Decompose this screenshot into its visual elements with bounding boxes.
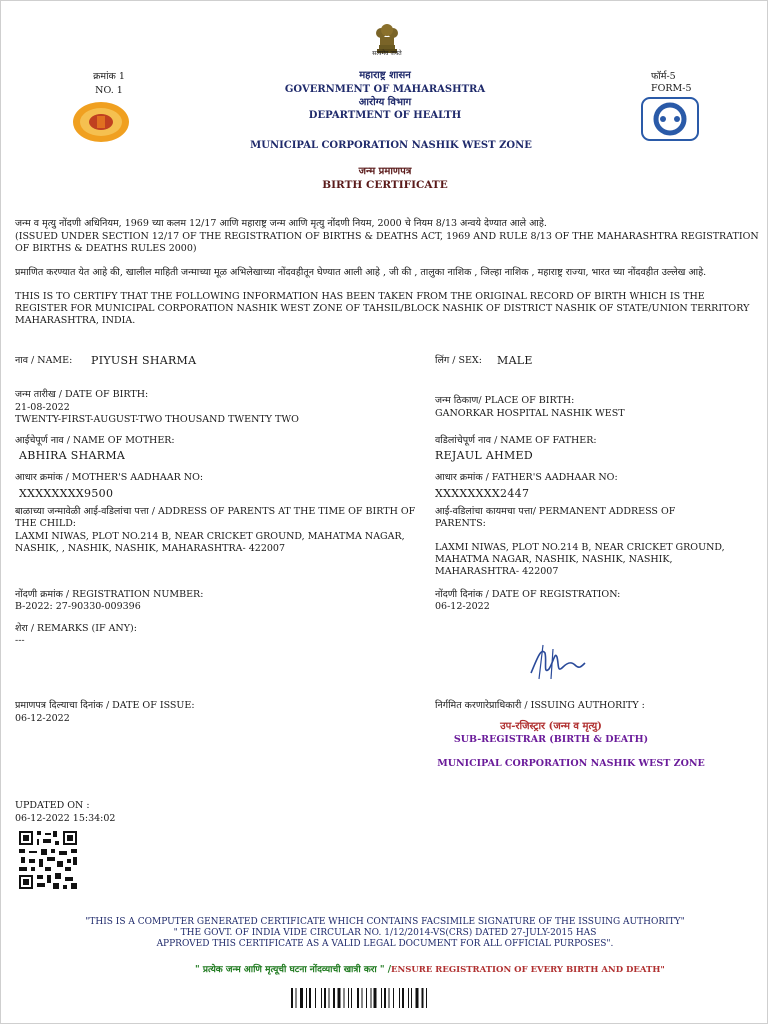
sex-label: लिंग / SEX: bbox=[435, 355, 482, 366]
barcode-bar bbox=[309, 988, 311, 1008]
authority-designation-en: SUB-REGISTRAR (BIRTH & DEATH) bbox=[453, 734, 649, 745]
barcode-bar bbox=[329, 988, 330, 1008]
form-label-en: FORM-5 bbox=[651, 83, 692, 94]
barcode-bar bbox=[393, 988, 394, 1008]
barcode-bar bbox=[351, 988, 352, 1008]
footer-line-3: APPROVED THIS CERTIFICATE AS A VALID LEGAL DOCUMENT FOR ALL OFFICIAL PURPOSES". bbox=[156, 939, 614, 949]
permanent-address-label: आई-वडिलांचा कायमचा पत्ता/ PERMANENT ADDRESS OF PARENTS: bbox=[435, 506, 676, 529]
qr-code-icon bbox=[17, 829, 79, 891]
registration-date-value: 06-12-2022 bbox=[435, 601, 490, 612]
certify-text-mr: प्रमाणित करण्यात येत आहे की, खालील माहिती जन्माच्या मूळ अभिलेखाच्या नोंदवहीतून घेण्यात आली आहे , जी की , तालुका नाशिक , जिल्हा नाशिक , महाराष्ट्र राज्या, भारत च्या नोंदवहीत उल्लेख आहे. bbox=[15, 267, 707, 278]
mother-aadhaar-label: आधार क्रमांक / MOTHER'S AADHAAR NO: bbox=[15, 472, 204, 483]
issued-under-mr: जन्म व मृत्यु नोंदणी अधिनियम, 1969 च्या कलम 12/17 आणि महाराष्ट्र जन्म आणि मृत्यु नोंदणी नियम, 2000 चे नियम 8/13 अन्वये देण्यात आले आहे. bbox=[15, 218, 547, 229]
barcode-bar bbox=[371, 988, 372, 1008]
barcode-bar bbox=[338, 988, 341, 1008]
emblem-caption: सत्यमेव जयते bbox=[372, 50, 402, 57]
father-aadhaar-label: आधार क्रमांक / FATHER'S AADHAAR NO: bbox=[435, 472, 618, 483]
mother-name-value: ABHIRA SHARMA bbox=[19, 449, 126, 462]
certify-text-en: THIS IS TO CERTIFY THAT THE FOLLOWING INFORMATION HAS BEEN TAKEN FROM THE ORIGINAL RECORD OF BIRTH WHICH IS THE REGISTER FOR MUNICIPAL CORPORATION NASHIK WEST ZONE OF TAHSIL/BLOCK NASHIK OF DISTRICT NASHIK OF STATE/UNION TERRITORY MAHARASHTRA, INDIA. bbox=[15, 291, 750, 326]
barcode-bar bbox=[389, 988, 390, 1008]
slogan-en: ENSURE REGISTRATION OF EVERY BIRTH AND DEATH" bbox=[391, 965, 665, 975]
barcode-bar bbox=[291, 988, 293, 1008]
barcode-bar bbox=[362, 988, 363, 1008]
dept-name-mr: आरोग्य विभाग bbox=[358, 97, 412, 108]
maharashtra-seal-icon bbox=[71, 101, 131, 143]
updated-on-value: 06-12-2022 15:34:02 bbox=[15, 813, 116, 824]
serial-label-mr: क्रमांक 1 bbox=[93, 71, 125, 82]
dob-value: 21-08-2022 bbox=[15, 402, 70, 413]
barcode-bar bbox=[315, 988, 316, 1008]
barcode-bar bbox=[399, 988, 400, 1008]
corporation-heading: MUNICIPAL CORPORATION NASHIK WEST ZONE bbox=[250, 140, 532, 151]
barcode-bar bbox=[348, 988, 349, 1008]
barcode-bar bbox=[416, 988, 419, 1008]
dept-name-en: DEPARTMENT OF HEALTH bbox=[308, 110, 462, 121]
barcode-bar bbox=[300, 988, 303, 1008]
barcode-bar bbox=[422, 988, 424, 1008]
barcode-bar bbox=[306, 988, 307, 1008]
updated-on-label: UPDATED ON : bbox=[15, 800, 90, 811]
name-value: PIYUSH SHARMA bbox=[91, 354, 197, 367]
footer-line-1: "THIS IS A COMPUTER GENERATED CERTIFICATE WHICH CONTAINS FACSIMILE SIGNATURE OF THE ISSUING AUTHORITY" bbox=[85, 917, 685, 927]
barcode-bar bbox=[426, 988, 427, 1008]
address-at-birth-value: LAXMI NIWAS, PLOT NO.214 B, NEAR CRICKET GROUND, MAHATMA NAGAR, NASHIK, , NASHIK, NASHIK, MAHARASHTRA- 422007 bbox=[15, 531, 405, 554]
signature-icon bbox=[523, 639, 591, 685]
certificate-title-mr: जन्म प्रमाणपत्र bbox=[358, 166, 412, 177]
address-at-birth-label: बाळाच्या जन्मावेळी आई-वडिलांचा पत्ता / ADDRESS OF PARENTS AT THE TIME OF BIRTH OF THE CHILD: bbox=[15, 506, 416, 529]
registration-number-label: नोंदणी क्रमांक / REGISTRATION NUMBER: bbox=[15, 589, 204, 600]
father-aadhaar-value: XXXXXXXX2447 bbox=[435, 487, 530, 500]
dob-label: जन्म तारीख / DATE OF BIRTH: bbox=[15, 389, 149, 400]
barcode-bar bbox=[402, 988, 404, 1008]
barcode-bar bbox=[381, 988, 382, 1008]
barcode-icon bbox=[291, 988, 481, 1008]
barcode-bar bbox=[321, 988, 322, 1008]
barcode-bar bbox=[344, 988, 345, 1008]
registration-number-value: B-2022: 27-90330-009396 bbox=[15, 601, 141, 612]
govt-name-en: GOVERNMENT OF MAHARASHTRA bbox=[284, 84, 486, 95]
authority-designation-mr: उप-रजिस्ट्रार (जन्म व मृत्यु) bbox=[500, 721, 602, 732]
name-label: नाव / NAME: bbox=[15, 355, 73, 366]
barcode-bar bbox=[366, 988, 367, 1008]
barcode-bar bbox=[324, 988, 326, 1008]
serial-label-en: NO. 1 bbox=[95, 85, 123, 96]
form-label-mr: फॉर्म-5 bbox=[651, 71, 676, 82]
barcode-bar bbox=[384, 988, 386, 1008]
barcode-bar bbox=[333, 988, 335, 1008]
father-name-label: वडिलांचेपूर्ण नाव / NAME OF FATHER: bbox=[435, 435, 597, 446]
barcode-bar bbox=[411, 988, 412, 1008]
pob-value: GANORKAR HOSPITAL NASHIK WEST bbox=[435, 408, 625, 419]
barcode-bar bbox=[374, 988, 377, 1008]
mother-name-label: आईचेपूर्ण नाव / NAME OF MOTHER: bbox=[15, 435, 175, 446]
date-of-issue-label: प्रमाणपत्र दिल्याचा दिनांक / DATE OF ISSUE: bbox=[15, 700, 195, 711]
barcode-bar bbox=[357, 988, 359, 1008]
remarks-value: --- bbox=[15, 635, 25, 646]
sex-value: MALE bbox=[497, 354, 533, 367]
issuing-authority-label: निर्गमित करणारेप्राधिकारी / ISSUING AUTHORITY : bbox=[435, 700, 645, 711]
footer-line-2: " THE GOVT. OF INDIA VIDE CIRCULAR NO. 1/12/2014-VS(CRS) DATED 27-JULY-2015 HAS bbox=[173, 928, 597, 938]
barcode-bar bbox=[408, 988, 409, 1008]
registration-date-label: नोंदणी दिनांक / DATE OF REGISTRATION: bbox=[435, 589, 621, 600]
pob-label: जन्म ठिकाण/ PLACE OF BIRTH: bbox=[435, 395, 575, 406]
govt-name-mr: महाराष्ट्र शासन bbox=[359, 70, 411, 81]
authority-corporation: MUNICIPAL CORPORATION NASHIK WEST ZONE bbox=[437, 758, 705, 769]
father-name-value: REJAUL AHMED bbox=[435, 449, 533, 462]
barcode-bar bbox=[296, 988, 297, 1008]
permanent-address-value: LAXMI NIWAS, PLOT NO.214 B, NEAR CRICKET GROUND, MAHATMA NAGAR, NASHIK, NASHIK, NASHIK, MAHARASHTRA- 422007 bbox=[435, 542, 725, 577]
slogan-mr: " प्रत्येक जन्म आणि मृत्यूची घटना नोंदव्याची खात्री करा " / bbox=[195, 965, 391, 975]
date-of-issue-value: 06-12-2022 bbox=[15, 713, 70, 724]
health-dept-logo-icon bbox=[641, 97, 699, 141]
certificate-title-en: BIRTH CERTIFICATE bbox=[322, 179, 448, 191]
issued-under-en: (ISSUED UNDER SECTION 12/17 OF THE REGISTRATION OF BIRTHS & DEATHS ACT, 1969 AND RULE 8/13 OF THE MAHARASHTRA REGISTRATION OF BIRTHS & DEATHS RULES 2000) bbox=[15, 231, 759, 254]
mother-aadhaar-value: XXXXXXXX9500 bbox=[19, 487, 114, 500]
dob-words: TWENTY-FIRST-AUGUST-TWO THOUSAND TWENTY TWO bbox=[15, 414, 299, 425]
remarks-label: शेरा / REMARKS (IF ANY): bbox=[15, 623, 137, 634]
